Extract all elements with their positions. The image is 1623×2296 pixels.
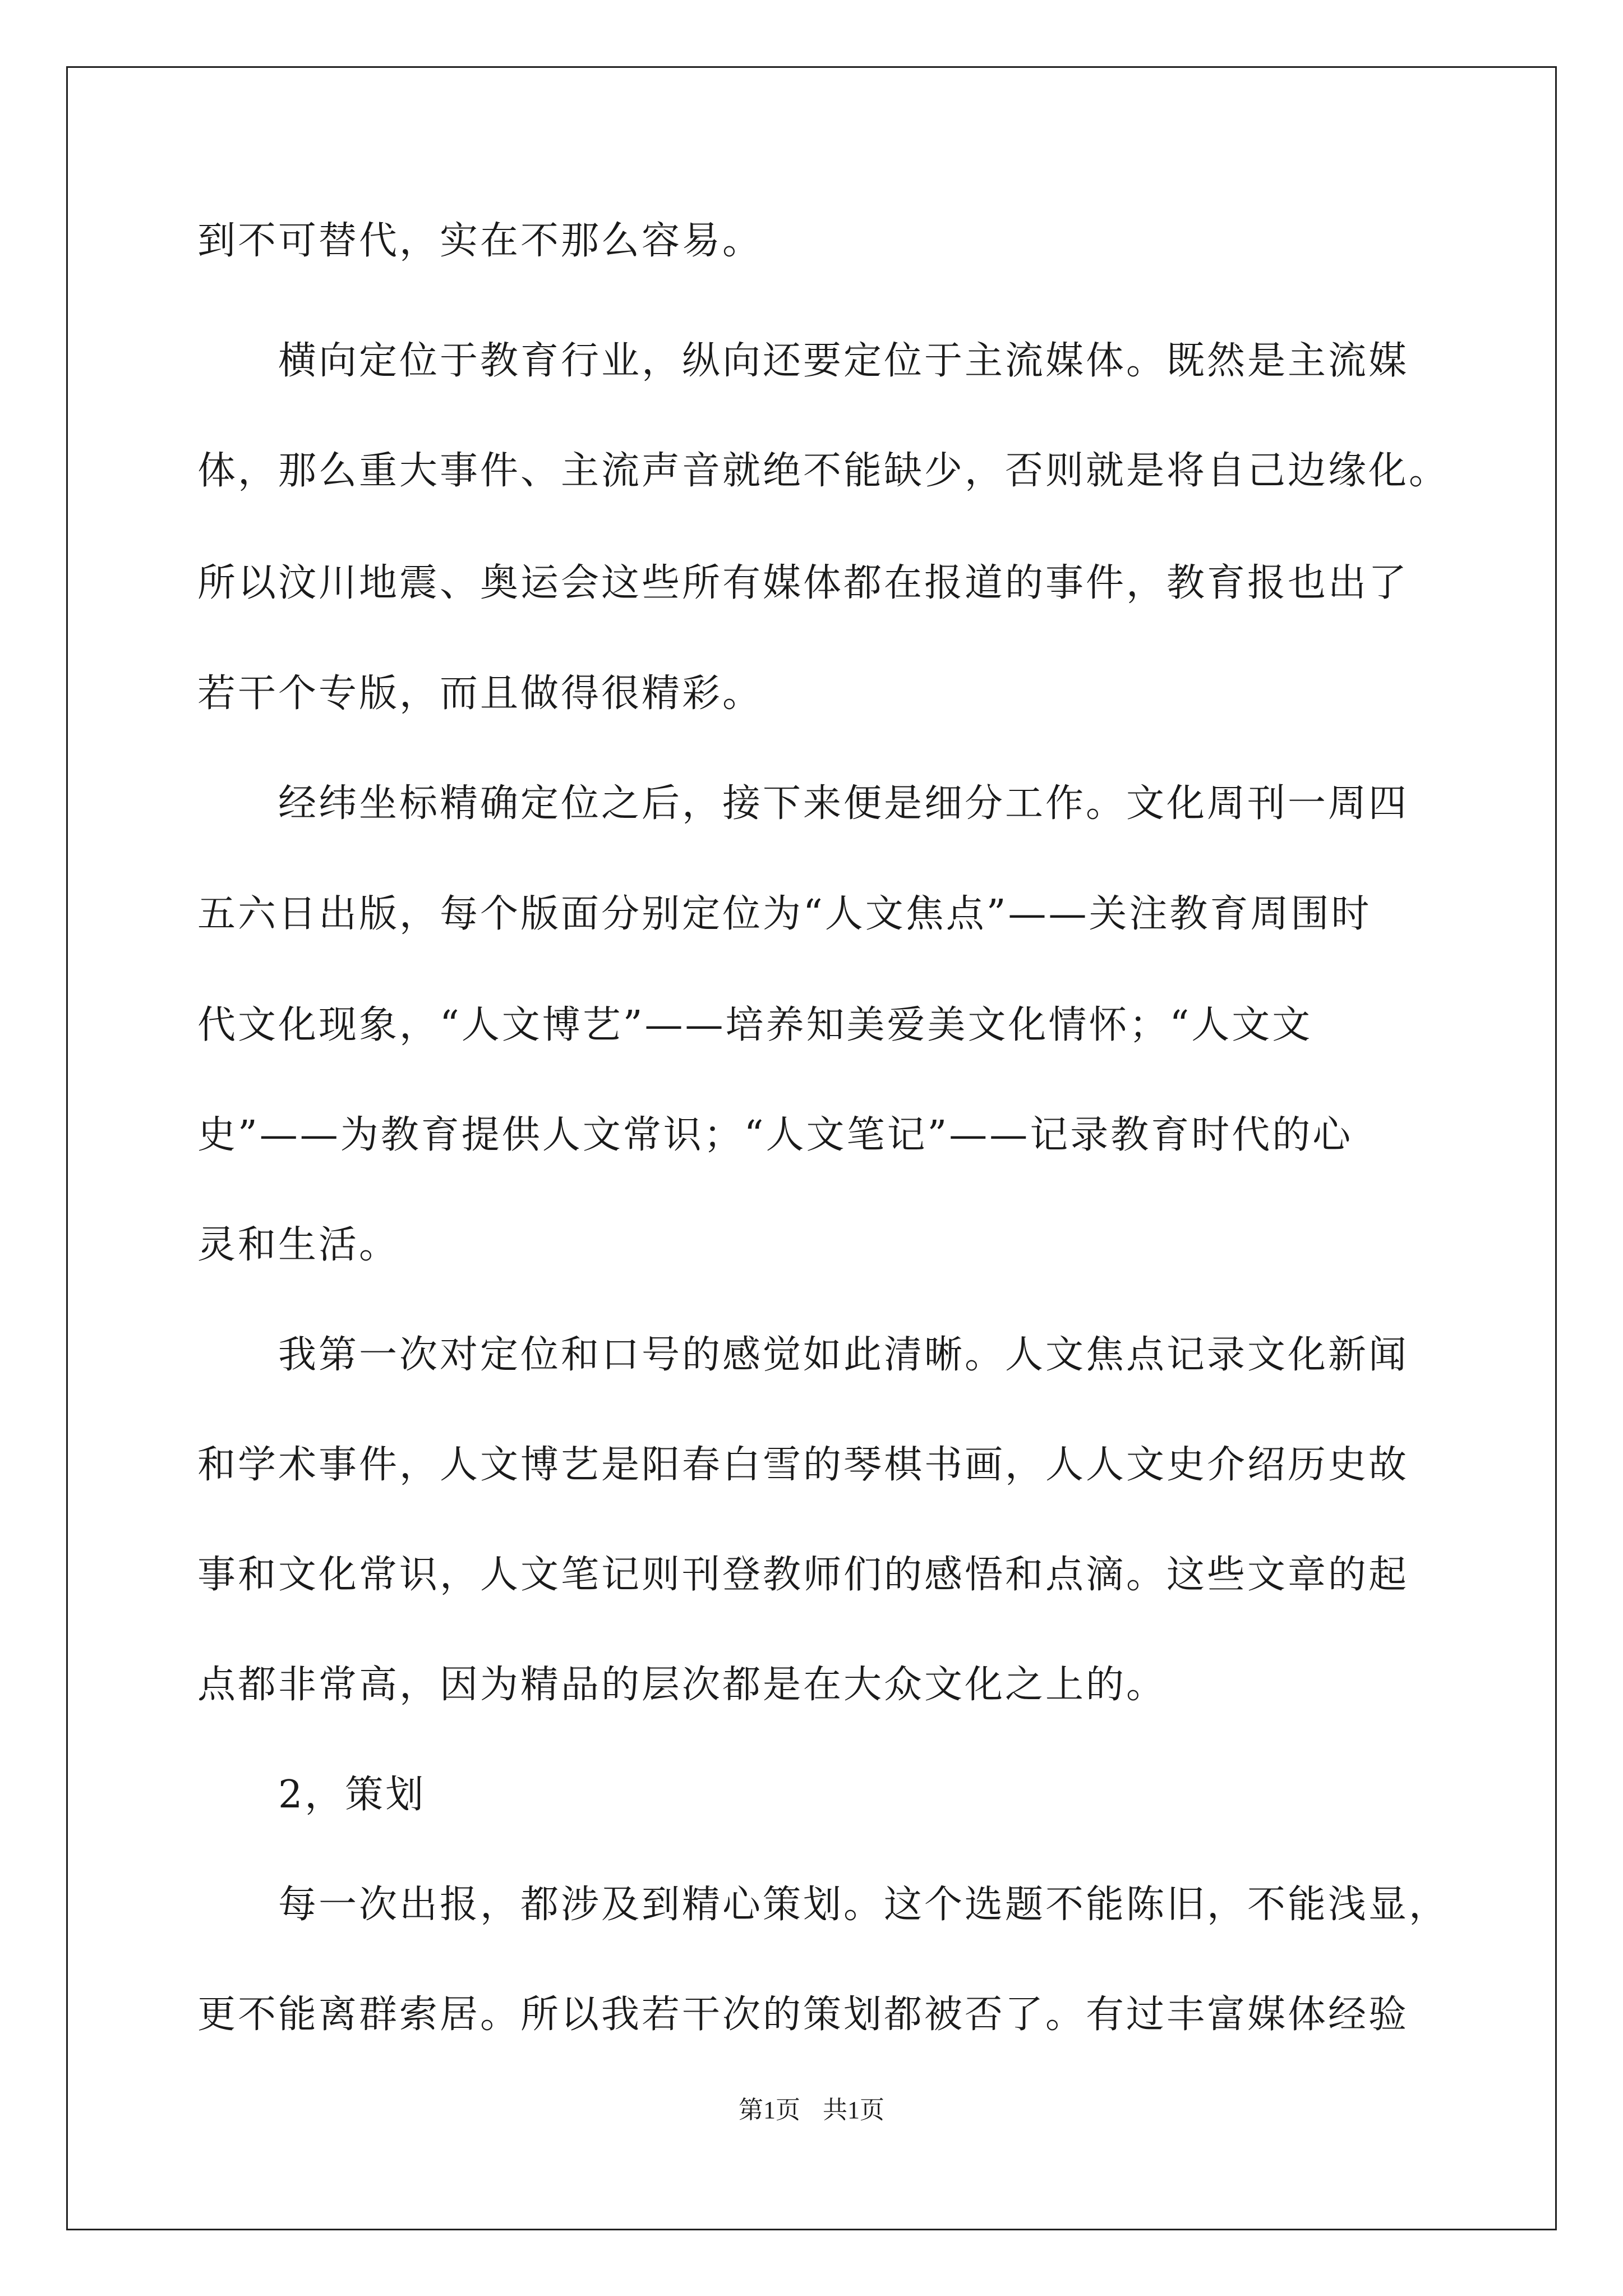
text-line: 代文化现象，“人文博艺”——培养知美爱美文化情怀；“人文文 [197, 1003, 1313, 1047]
text-line: 每一次出报，都涉及到精心策划。这个选题不能陈旧，不能浅显， [197, 1883, 1450, 1927]
text-line: 横向定位于教育行业，纵向还要定位于主流媒体。既然是主流媒 [197, 339, 1409, 383]
text-line: 所以汶川地震、奥运会这些所有媒体都在报道的事件，教育报也出了 [197, 561, 1409, 605]
text-line: 经纬坐标精确定位之后，接下来便是细分工作。文化周刊一周四 [197, 781, 1409, 826]
text-line: 事和文化常识，人文笔记则刊登教师们的感悟和点滴。这些文章的起 [197, 1553, 1409, 1597]
text-line: 到不可替代，实在不那么容易。 [197, 219, 763, 263]
text-line: 若干个专版，而且做得很精彩。 [197, 671, 763, 716]
text-line: 史”——为教育提供人文常识；“人文笔记”——记录教育时代的心 [197, 1113, 1353, 1157]
text-line: 我第一次对定位和口号的感觉如此清晰。人文焦点记录文化新闻 [197, 1333, 1409, 1377]
page-total: 共1页 [823, 2096, 884, 2124]
page-number: 第1页 [739, 2096, 800, 2124]
section-heading: 2，策划 [197, 1773, 426, 1817]
page-footer [0, 2090, 1623, 2125]
text-line: 五六日出版，每个版面分别定位为“人文焦点”——关注教育周围时 [197, 892, 1372, 936]
text-line: 体，那么重大事件、主流声音就绝不能缺少，否则就是将自己边缘化。 [197, 449, 1450, 493]
text-line: 和学术事件，人文博艺是阳春白雪的琴棋书画，人人文史介绍历史故 [197, 1443, 1409, 1487]
text-line: 更不能离群索居。所以我若干次的策划都被否了。有过丰富媒体经验 [197, 1993, 1409, 2037]
text-line: 灵和生活。 [197, 1223, 400, 1267]
text-line: 点都非常高，因为精品的层次都是在大众文化之上的。 [197, 1663, 1167, 1707]
